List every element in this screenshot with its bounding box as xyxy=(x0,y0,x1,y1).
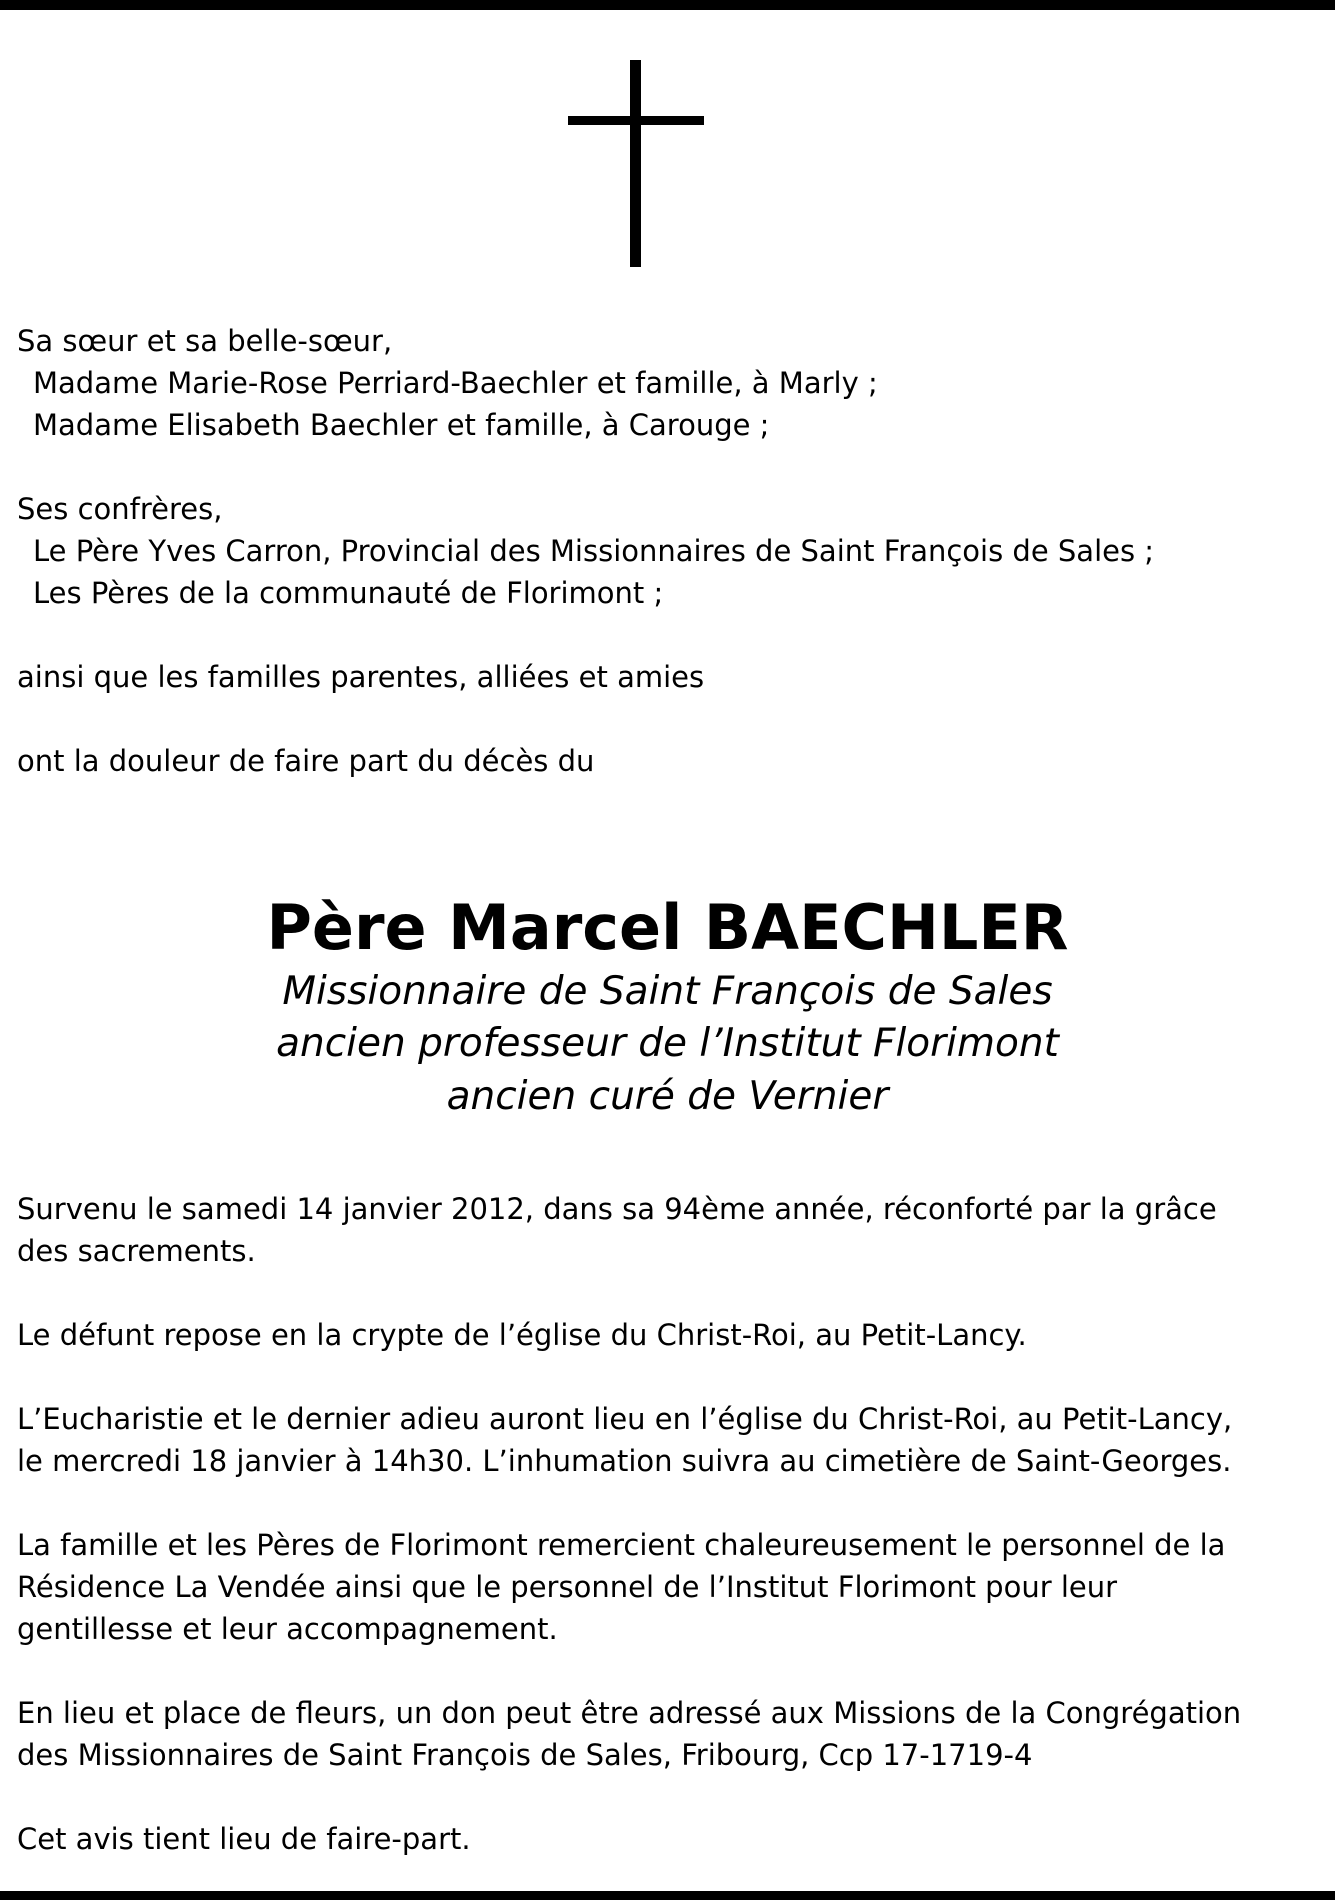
cross-icon xyxy=(568,60,704,267)
family-heading: Sa sœur et sa belle-sœur, xyxy=(17,324,393,358)
closing-line: Cet avis tient lieu de faire-part. xyxy=(17,1822,471,1856)
death-line: des sacrements. xyxy=(17,1234,256,1268)
thanks-line: La famille et les Pères de Florimont remercient chaleureusement le personnel de la xyxy=(17,1528,1226,1562)
also-line: ainsi que les familles parentes, alliées et amies xyxy=(17,660,705,694)
deceased-name: Père Marcel BAECHLER xyxy=(266,891,1069,964)
bottom-border xyxy=(0,1891,1335,1900)
donation-line: En lieu et place de fleurs, un don peut être adressé aux Missions de la Congrégation xyxy=(17,1696,1242,1730)
family-member: Madame Marie-Rose Perriard-Baechler et famille, à Marly ; xyxy=(33,366,878,400)
deceased-title: ancien professeur de l’Institut Florimont xyxy=(276,1021,1059,1066)
confrere-member: Les Pères de la communauté de Florimont ; xyxy=(33,576,664,610)
confrere-member: Le Père Yves Carron, Provincial des Missionnaires de Saint François de Sales ; xyxy=(33,534,1155,568)
confreres-heading: Ses confrères, xyxy=(17,492,223,526)
announce-line: ont la douleur de faire part du décès du xyxy=(17,744,595,778)
family-member: Madame Elisabeth Baechler et famille, à Carouge ; xyxy=(33,408,770,442)
ceremony-line: L’Eucharistie et le dernier adieu auront lieu en l’église du Christ-Roi, au Petit-Lancy, xyxy=(17,1402,1233,1436)
thanks-line: gentillesse et leur accompagnement. xyxy=(17,1612,558,1646)
death-line: Survenu le samedi 14 janvier 2012, dans sa 94ème année, réconforté par la grâce xyxy=(17,1192,1217,1226)
top-border xyxy=(0,0,1335,10)
deceased-title: ancien curé de Vernier xyxy=(446,1074,889,1119)
repose-line: Le défunt repose en la crypte de l’église du Christ-Roi, au Petit-Lancy. xyxy=(17,1318,1027,1352)
ceremony-line: le mercredi 18 janvier à 14h30. L’inhumation suivra au cimetière de Saint-Georges. xyxy=(17,1444,1232,1478)
donation-line: des Missionnaires de Saint François de Sales, Fribourg, Ccp 17-1719-4 xyxy=(17,1738,1033,1772)
cross-horizontal-bar xyxy=(568,116,704,125)
deceased-title: Missionnaire de Saint François de Sales xyxy=(282,969,1053,1014)
thanks-line: Résidence La Vendée ainsi que le personnel de l’Institut Florimont pour leur xyxy=(17,1570,1118,1604)
cross-vertical-bar xyxy=(630,60,641,267)
